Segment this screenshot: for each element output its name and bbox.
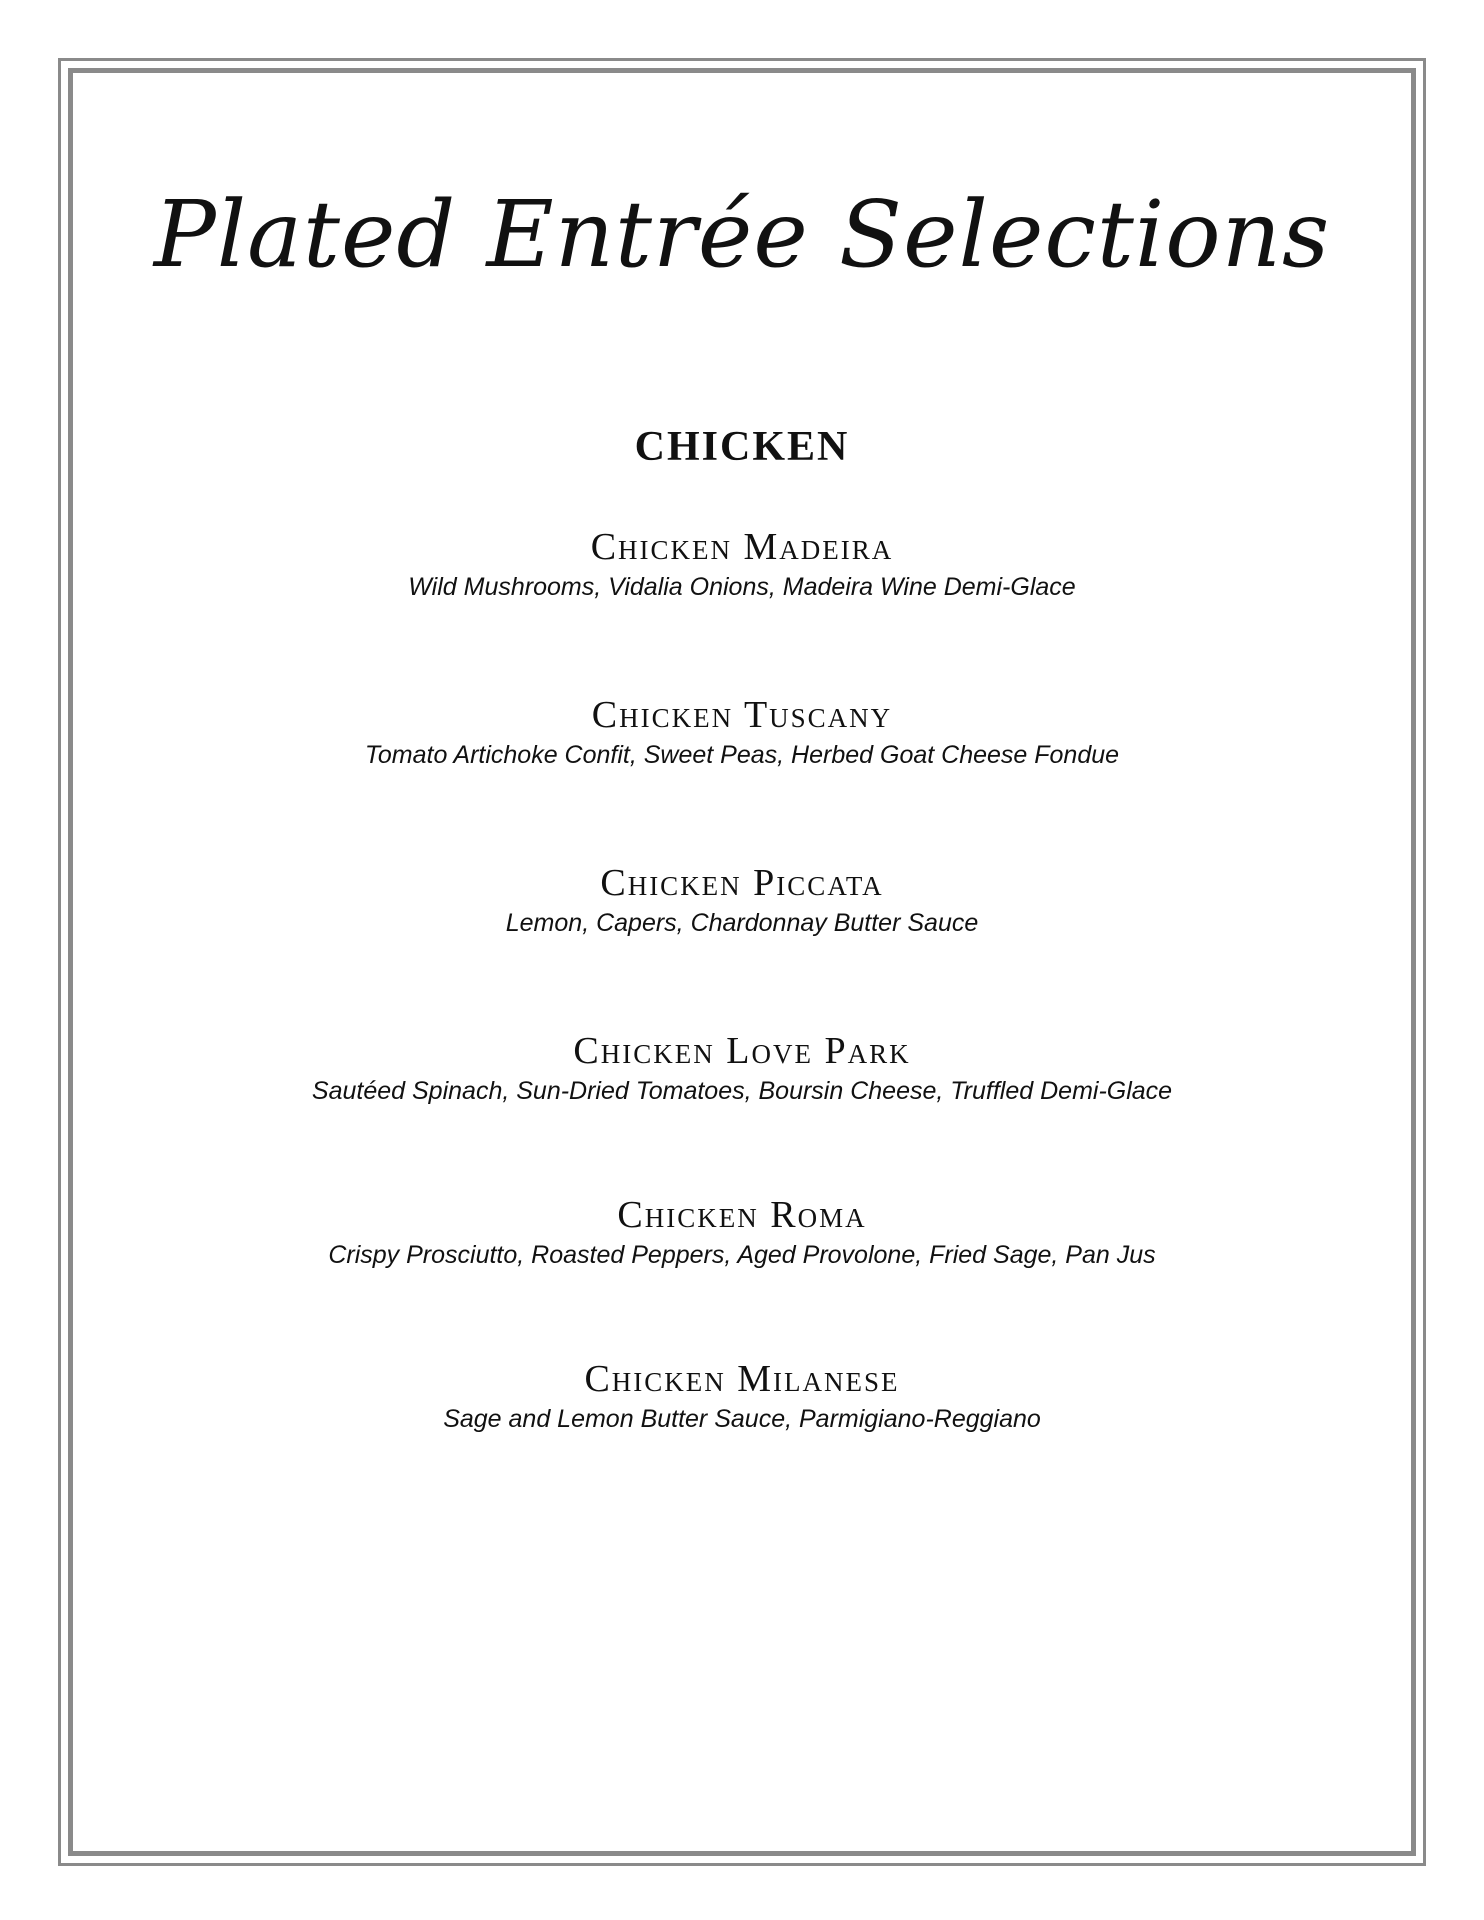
page-title: Plated Entrée Selections [153,181,1331,288]
section-heading: CHICKEN [634,424,850,470]
menu-item-description: Crispy Prosciutto, Roasted Peppers, Aged Provolone, Fried Sage, Pan Jus [328,1241,1156,1269]
menu-item-description: Tomato Artichoke Confit, Sweet Peas, Herbed Goat Cheese Fondue [364,741,1120,769]
menu-item-name: Chicken Madeira [590,526,894,568]
menu-item-chicken-roma [0,1192,1484,1272]
menu-item-chicken-milanese [0,1356,1484,1436]
menu-item-description: Sautéed Spinach, Sun-Dried Tomatoes, Boursin Cheese, Truffled Demi-Glace [311,1077,1173,1105]
menu-item-description: Wild Mushrooms, Vidalia Onions, Madeira Wine Demi-Glace [408,573,1076,601]
menu-item-name: Chicken Milanese [584,1358,900,1400]
menu-item-name: Chicken Roma [617,1194,867,1236]
menu-item-name: Chicken Piccata [600,862,884,904]
menu-item-chicken-piccata [0,860,1484,940]
page-border-inner [68,68,1416,1856]
menu-item-description: Sage and Lemon Butter Sauce, Parmigiano-Reggiano [443,1405,1041,1433]
menu-item-chicken-tuscany [0,692,1484,772]
menu-item-chicken-madeira [0,524,1484,604]
menu-item-description: Lemon, Capers, Chardonnay Butter Sauce [505,909,979,937]
menu-item-name: Chicken Tuscany [591,694,893,736]
menu-item-chicken-love-park [0,1028,1484,1108]
menu-item-name: Chicken Love Park [573,1030,911,1072]
